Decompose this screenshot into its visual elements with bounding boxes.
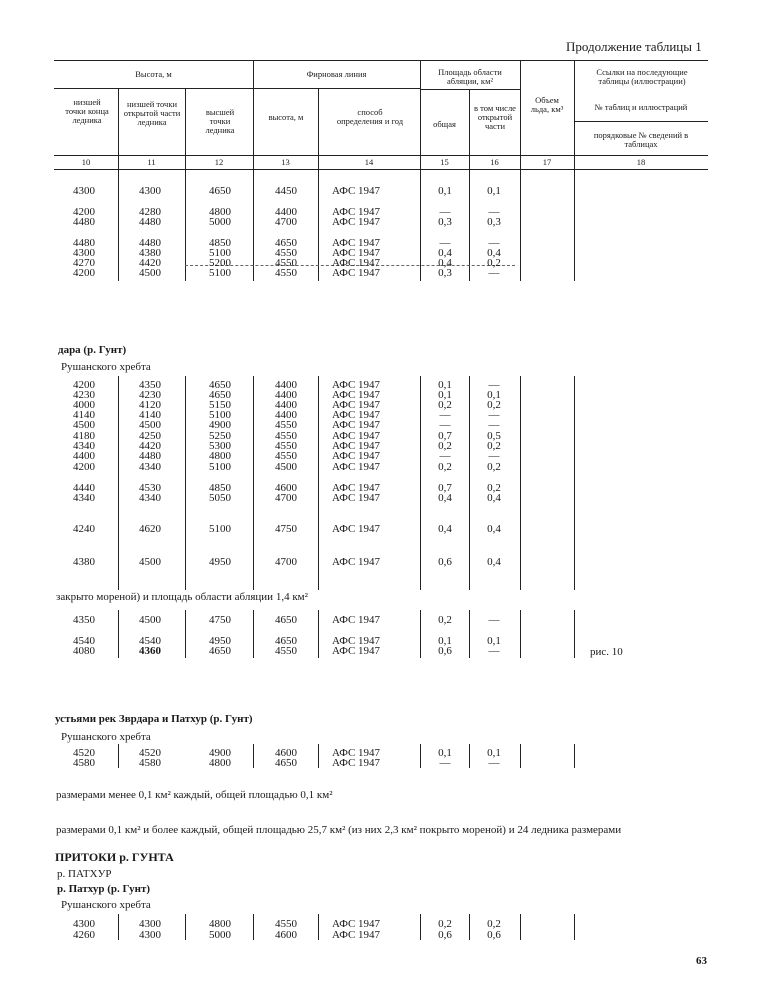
colnum-16: 16 [490,157,499,167]
table-cell: 4480 [139,216,161,228]
table-cell: 5000 [209,929,231,941]
table-cell: 4650 [209,645,231,657]
table-cell: 5100 [209,523,231,535]
table-cell: 4550 [275,419,297,431]
table-cell: 4140 [73,409,95,421]
table-cell: — [439,237,451,249]
table-cell: 4700 [275,216,297,228]
table-cell: АФС 1947 [332,267,381,279]
table-cell: 4500 [139,419,161,431]
table-cell: — [439,450,451,462]
table-cell: — [439,757,451,769]
table-cell: 5050 [209,492,231,504]
table-cell: АФС 1947 [332,747,381,759]
table-cell: 4800 [209,206,231,218]
table-cell: 0,2 [438,918,452,930]
table-cell: 5100 [209,461,231,473]
table-cell: — [488,267,500,279]
table-cell: 4250 [139,430,161,442]
table-cell: — [488,409,500,421]
table-cell: 4280 [139,206,161,218]
tributary-heading: р. Патхур (р. Гунт) [57,883,151,895]
table-cell: 4540 [73,635,95,647]
col10-header: низшей точки конца ледника [65,97,109,125]
table-cell: 0,3 [438,267,452,279]
table-cell: 4500 [139,267,161,279]
table-cell: 4300 [73,247,95,259]
table-cell: 4200 [73,206,95,218]
table-cell: 0,2 [487,461,501,473]
table-cell: 0,4 [438,257,452,269]
table-cell: АФС 1947 [332,409,381,421]
table-cell: — [439,409,451,421]
table-cell: АФС 1947 [332,918,381,930]
table-cell: АФС 1947 [332,523,381,535]
table-cell: 4300 [139,918,161,930]
table-cell: 4360 [139,645,161,657]
table-cell: 4340 [139,492,161,504]
river-name: р. ПАТХУР [57,868,112,880]
table-cell: АФС 1947 [332,556,381,568]
table-cell: 4450 [275,185,297,197]
table-cell: 0,2 [487,918,501,930]
table-cell: 4300 [139,185,161,197]
table-cell: 0,1 [487,389,501,401]
area-group-header: Площадь области абляции, км² [438,67,502,86]
table-cell: 4540 [139,635,161,647]
table-cell: 0,7 [438,482,452,494]
table-cell: 4350 [73,614,95,626]
table-cell: 4420 [139,440,161,452]
table-cell: 4480 [139,237,161,249]
table-cell: 4300 [73,918,95,930]
figure-reference: рис. 10 [590,646,623,658]
table-cell: 4950 [209,635,231,647]
table-cell: АФС 1947 [332,450,381,462]
table-cell: 0,2 [487,440,501,452]
table-cell: — [488,450,500,462]
table-cell: 4500 [139,556,161,568]
table-cell: — [488,379,500,391]
table-cell: 4230 [139,389,161,401]
table-cell: 0,4 [438,247,452,259]
table-cell: 4580 [139,757,161,769]
table-cell: АФС 1947 [332,614,381,626]
table-cell: АФС 1947 [332,492,381,504]
table-cell: 0,1 [438,389,452,401]
colnum-13: 13 [281,157,290,167]
table-cell: 5100 [209,267,231,279]
tributaries-heading: ПРИТОКИ р. ГУНТА [55,850,174,864]
table-cell: 4340 [73,492,95,504]
colnum-18: 18 [636,157,646,167]
table-cell: 4600 [275,747,297,759]
table-cell: 4800 [209,757,231,769]
table-cell: 5300 [209,440,231,452]
table-cell: АФС 1947 [332,399,381,411]
col14-header: способ определения и год [336,107,404,126]
table-cell: 4550 [275,247,297,259]
table-cell: 4480 [73,237,95,249]
table-cell: 4650 [275,635,297,647]
table-cell: 4520 [73,747,95,759]
table-cell: — [488,419,500,431]
table-cell: 4650 [275,614,297,626]
col15-header: общая [433,119,456,129]
table-cell: 4120 [139,399,161,411]
table-cell: 4600 [275,482,297,494]
page-number: 63 [696,955,707,967]
table-cell: 4400 [275,399,297,411]
table-cell: АФС 1947 [332,757,381,769]
table-cell: АФС 1947 [332,379,381,391]
colnum-15: 15 [440,157,449,167]
table-cell: 4230 [73,389,95,401]
table-cell: 4950 [209,556,231,568]
table-cell: 4400 [275,389,297,401]
table-cell: 4400 [73,450,95,462]
table-cell: АФС 1947 [332,389,381,401]
table-cell: 4340 [73,440,95,452]
table-cell: 0,2 [487,399,501,411]
colnum-14: 14 [364,157,374,167]
table-cell: 0,1 [487,185,501,197]
colnum-17: 17 [542,157,552,167]
table-cell: 0,2 [438,614,452,626]
refs-group-header: Ссылки на последующие таблицы (иллюстрации) [596,67,688,86]
table-cell: 0,6 [487,929,501,941]
continuation-title: Продолжение таблицы 1 [566,39,702,54]
table-cell: АФС 1947 [332,216,381,228]
table-cell: АФС 1947 [332,206,381,218]
table-cell: 4080 [73,645,95,657]
colnum-11: 11 [147,157,156,167]
table-cell: 4530 [139,482,161,494]
table-cell: 4380 [73,556,95,568]
table-cell: 4550 [275,450,297,462]
table-cell: 4300 [139,929,161,941]
refs-sub2-header: порядковые № сведений в таблицах [593,130,689,149]
table-cell: 0,5 [487,430,501,442]
table-cell: АФС 1947 [332,440,381,452]
section4-subheading: Рушанского хребта [61,731,151,743]
section4-heading: устьями рек Зврдара и Патхур (р. Гунт) [55,713,253,725]
table-cell: 4620 [139,523,161,535]
table-cell: 4800 [209,918,231,930]
table-cell: 4180 [73,430,95,442]
table-cell: 5000 [209,216,231,228]
table-cell: 0,1 [487,747,501,759]
table-cell: 0,3 [438,216,452,228]
col11-header: низшей точки открытой части ледника [123,99,181,127]
table-cell: АФС 1947 [332,247,381,259]
table-cell: 4750 [209,614,231,626]
col16-header: в том числе открытой части [474,103,516,131]
table-cell: 4580 [73,757,95,769]
refs-sub1-header: № таблиц и иллюстраций [594,102,688,112]
table-cell: 0,4 [487,523,501,535]
table-cell: 0,2 [487,257,501,269]
table-cell: 4200 [73,379,95,391]
table-cell: 0,4 [487,492,501,504]
table-cell: 0,1 [487,635,501,647]
table-cell: 4700 [275,556,297,568]
col12-header: высшей точки ледника [205,107,235,135]
table-cell: — [439,419,451,431]
table-cell: 4550 [275,645,297,657]
table-cell: 4850 [209,482,231,494]
table-cell: АФС 1947 [332,185,381,197]
table-cell: 4550 [275,257,297,269]
table-cell: 4270 [73,257,95,269]
table-cell: 0,6 [438,645,452,657]
table-cell: 5200 [209,257,231,269]
table-cell: 4550 [275,440,297,452]
table-cell: 4650 [209,185,231,197]
colnum-12: 12 [214,157,224,167]
colnum-10: 10 [81,157,91,167]
table-cell: 4140 [139,409,161,421]
table-cell: 5150 [209,399,231,411]
table-cell: 0,4 [487,247,501,259]
table-cell: 4400 [275,409,297,421]
table-cell: — [488,645,500,657]
table-cell: АФС 1947 [332,419,381,431]
table-cell: 5250 [209,430,231,442]
table-cell: 0,1 [438,747,452,759]
table-cell: 4400 [275,206,297,218]
table-cell: АФС 1947 [332,430,381,442]
table-cell: — [488,614,500,626]
table-cell: АФС 1947 [332,237,381,249]
table-cell: 0,1 [438,379,452,391]
table-cell: 4700 [275,492,297,504]
table-cell: 4650 [275,237,297,249]
table-cell: 4200 [73,461,95,473]
table-cell: 4550 [275,430,297,442]
table-cell: АФС 1947 [332,929,381,941]
table-cell: 0,4 [438,523,452,535]
section2-total-note: закрыто мореной) и площадь области абляции 1,4 км² [56,591,308,603]
table-cell: 0,2 [438,440,452,452]
table-cell: 4480 [73,216,95,228]
table-cell: 0,7 [438,430,452,442]
table-cell: 4500 [275,461,297,473]
table-cell: 4750 [275,523,297,535]
table-cell: 4400 [275,379,297,391]
table-cell: 4550 [275,267,297,279]
table-cell: 4650 [209,389,231,401]
table-cell: 0,2 [438,461,452,473]
height-group-header: Высота, м [135,69,172,79]
table-cell: 0,3 [487,216,501,228]
table-cell: 4900 [209,419,231,431]
table-cell: 4850 [209,237,231,249]
table-cell: 0,1 [438,185,452,197]
table-cell: АФС 1947 [332,645,381,657]
table-cell: 5100 [209,409,231,421]
table-cell: 4240 [73,523,95,535]
table-cell: 0,2 [438,399,452,411]
table-cell: 4380 [139,247,161,259]
table-cell: АФС 1947 [332,482,381,494]
section2-heading: дара (р. Гунт) [58,344,127,356]
section2-subheading: Рушанского хребта [61,361,151,373]
table-cell: — [488,206,500,218]
table-cell: 4260 [73,929,95,941]
table-cell: 4420 [139,257,161,269]
table-cell: 0,1 [438,635,452,647]
table-cell: — [488,237,500,249]
table-cell: 4440 [73,482,95,494]
col17-header: Объем льда, км³ [530,95,564,114]
table-cell: 4550 [275,918,297,930]
table-cell: 0,6 [438,556,452,568]
table-cell: 4340 [139,461,161,473]
table-cell: 4350 [139,379,161,391]
table-cell: 4200 [73,267,95,279]
table-cell: 4900 [209,747,231,759]
table-cell: 4520 [139,747,161,759]
firn-group-header: Фирновая линия [306,69,367,79]
table-cell: 4500 [73,419,95,431]
table-cell: 4650 [275,757,297,769]
table-cell: АФС 1947 [332,257,381,269]
table-cell: — [488,757,500,769]
table-cell: 4500 [139,614,161,626]
table-cell: — [439,206,451,218]
table-cell: АФС 1947 [332,635,381,647]
section4-note-small: размерами менее 0,1 км² каждый, общей площадью 0,1 км² [56,789,333,801]
table-cell: 4650 [209,379,231,391]
section4-note-large: размерами 0,1 км² и более каждый, общей площадью 25,7 км² (из них 2,3 км² покрыто мореной) и 24 ледника размерами [56,824,622,836]
table-cell: 4600 [275,929,297,941]
table-cell: 4480 [139,450,161,462]
table-cell: АФС 1947 [332,461,381,473]
table-cell: 5100 [209,247,231,259]
table-cell: 0,4 [487,556,501,568]
col13-header: высота, м [268,112,304,122]
section5-subheading: Рушанского хребта [61,899,151,911]
table-cell: 0,2 [487,482,501,494]
table-cell: 4000 [73,399,95,411]
table-cell: 4800 [209,450,231,462]
table-cell: 0,6 [438,929,452,941]
table-cell: 0,4 [438,492,452,504]
table-cell: 4300 [73,185,95,197]
